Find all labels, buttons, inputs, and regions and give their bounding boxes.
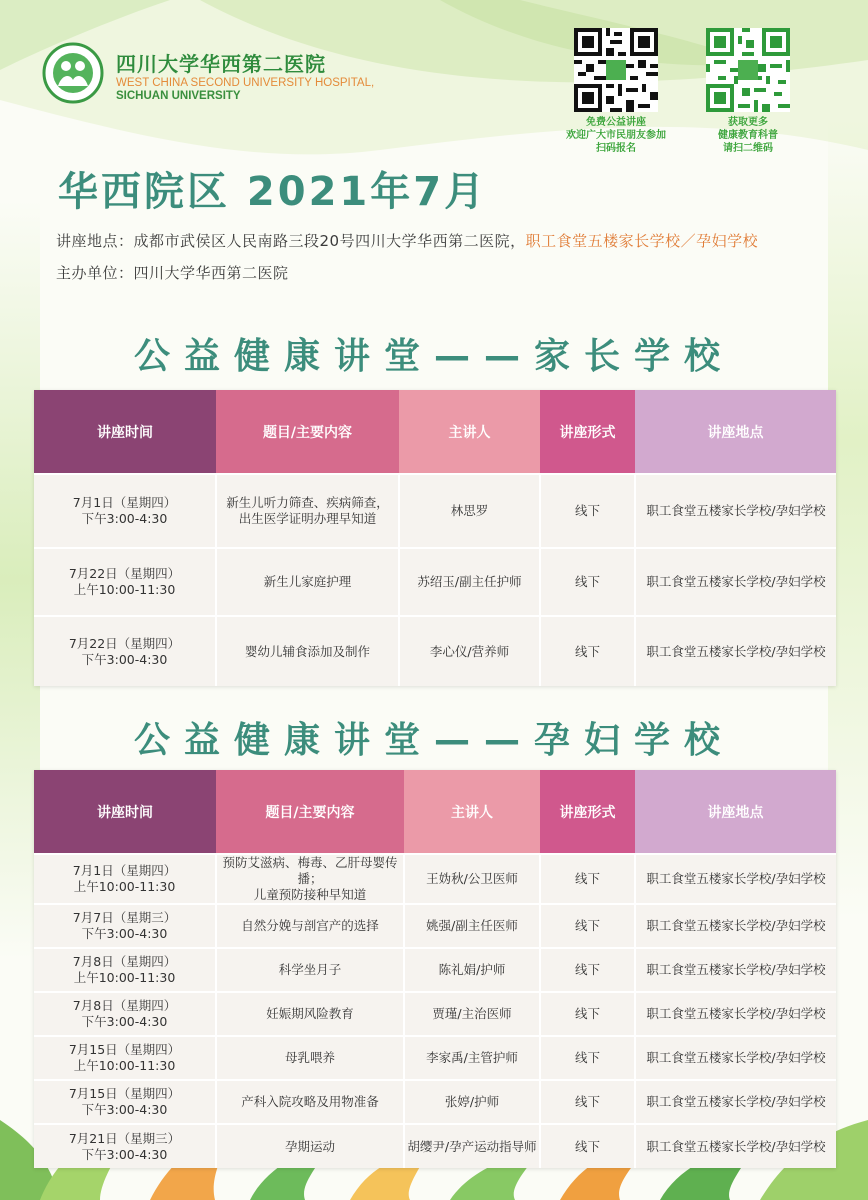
lecture-speaker: 苏绍玉/副主任护师 — [399, 548, 540, 616]
lecture-date: 7月8日（星期四） — [72, 954, 177, 969]
lecture-hours: 下午3:00-4:30 — [81, 1146, 168, 1162]
lecture-mode: 线下 — [540, 548, 635, 616]
header-topic: 题目/主要内容 — [216, 390, 399, 474]
table-row — [34, 948, 836, 992]
pregnancy-school-title: 公益健康讲堂——孕妇学校 — [133, 720, 734, 761]
lecture-topic: 孕期运动 — [216, 1124, 404, 1168]
lecture-hours: 上午10:00-11:30 — [73, 582, 176, 597]
lecture-speaker: 贾瑾/主治医师 — [404, 992, 540, 1036]
hospital-logo — [42, 42, 104, 104]
lecture-place: 职工食堂五楼家长学校/孕妇学校 — [635, 474, 836, 548]
lecture-time — [34, 904, 216, 948]
lecture-time — [34, 1124, 216, 1168]
lecture-time — [34, 992, 216, 1036]
lecture-time — [34, 616, 216, 686]
header-place: 讲座地点 — [635, 390, 836, 474]
table-row — [34, 1080, 836, 1124]
location-text: 成都市武侯区人民南路三段20号四川大学华西第二医院， — [133, 232, 526, 250]
lecture-place: 职工食堂五楼家长学校/孕妇学校 — [635, 1080, 836, 1124]
signup-qr-caption-3: 扫码报名 — [596, 143, 636, 154]
page-title: 华西院区 2021年7月 — [58, 169, 488, 215]
lecture-mode: 线下 — [540, 1036, 635, 1080]
hospital-name-cn: 四川大学华西第二医院 — [116, 52, 326, 76]
lecture-topic-line-1: 预防艾滋病、梅毒、乙肝母婴传播； — [222, 855, 398, 886]
lecture-mode: 线下 — [540, 854, 635, 904]
lecture-mode: 线下 — [540, 1124, 635, 1168]
lecture-place: 职工食堂五楼家长学校/孕妇学校 — [635, 548, 836, 616]
lecture-topic — [216, 474, 399, 548]
lecture-topic: 科学坐月子 — [216, 948, 404, 992]
table-row — [34, 1124, 836, 1168]
table-row — [34, 854, 836, 904]
parent-school-title: 公益健康讲堂——家长学校 — [133, 336, 734, 377]
lecture-topic-line-2: 儿童预防接种早知道 — [253, 887, 367, 902]
lecture-hours: 下午3:00-4:30 — [81, 651, 168, 667]
hospital-name-en-2: SICHUAN UNIVERSITY — [116, 90, 241, 102]
lecture-mode: 线下 — [540, 616, 635, 686]
table-row — [34, 904, 836, 948]
location-line — [56, 230, 758, 251]
header-time: 讲座时间 — [34, 390, 216, 474]
education-qr-code[interactable] — [706, 28, 790, 112]
organizer-line — [56, 262, 289, 283]
lecture-place: 职工食堂五楼家长学校/孕妇学校 — [635, 904, 836, 948]
lecture-topic-line-1: 新生儿听力筛查、疾病筛查， — [226, 495, 389, 510]
hospital-name — [116, 48, 374, 103]
lecture-topic: 妊娠期风险教育 — [216, 992, 404, 1036]
hospital-name-en: WEST CHINA SECOND UNIVERSITY HOSPITAL, — [116, 77, 375, 89]
table-row — [34, 616, 836, 686]
lecture-hours: 下午3:00-4:30 — [81, 1102, 168, 1117]
lecture-mode: 线下 — [540, 474, 635, 548]
table-header-row — [34, 390, 836, 474]
lecture-hours: 下午3:00-4:30 — [81, 511, 168, 526]
table-row — [34, 548, 836, 616]
lecture-time — [34, 548, 216, 616]
pregnancy-school-table — [34, 770, 836, 1168]
lecture-date: 7月1日（星期四） — [72, 495, 177, 510]
signup-qr-caption — [546, 116, 686, 155]
lecture-date: 7月22日（星期四） — [68, 635, 181, 651]
lecture-topic: 产科入院攻略及用物准备 — [216, 1080, 404, 1124]
lecture-topic-line-2: 出生医学证明办理早知道 — [238, 511, 377, 526]
lecture-date: 7月15日（星期四） — [68, 1042, 181, 1057]
education-qr-caption — [678, 116, 818, 155]
lecture-time — [34, 1036, 216, 1080]
lecture-topic: 婴幼儿辅食添加及制作 — [216, 616, 399, 686]
lecture-topic: 新生儿家庭护理 — [216, 548, 399, 616]
header-mode: 讲座形式 — [540, 770, 635, 854]
organizer-label: 主办单位： — [56, 264, 134, 282]
lecture-hours: 下午3:00-4:30 — [81, 1014, 168, 1029]
lecture-date: 7月7日（星期三） — [72, 910, 177, 925]
lecture-speaker: 陈礼娟/护师 — [404, 948, 540, 992]
lecture-time — [34, 474, 216, 548]
lecture-hours: 上午10:00-11:30 — [73, 970, 176, 985]
lecture-place: 职工食堂五楼家长学校/孕妇学校 — [635, 1036, 836, 1080]
lecture-mode: 线下 — [540, 948, 635, 992]
education-qr-caption-1: 获取更多 — [728, 117, 768, 128]
lecture-date: 7月15日（星期四） — [68, 1086, 181, 1101]
lecture-topic: 自然分娩与剖宫产的选择 — [216, 904, 404, 948]
parent-school-table — [34, 390, 836, 686]
lecture-place: 职工食堂五楼家长学校/孕妇学校 — [635, 992, 836, 1036]
header-place: 讲座地点 — [635, 770, 836, 854]
lecture-place: 职工食堂五楼家长学校/孕妇学校 — [635, 1124, 836, 1168]
lecture-date: 7月1日（星期四） — [72, 863, 177, 878]
location-label: 讲座地点： — [56, 232, 134, 250]
location-highlight: 职工食堂五楼家长学校／孕妇学校 — [525, 232, 759, 250]
organizer-text: 四川大学华西第二医院 — [133, 264, 289, 282]
lecture-topic — [216, 854, 404, 904]
lecture-speaker: 姚强/副主任医师 — [404, 904, 540, 948]
lecture-hours: 上午10:00-11:30 — [73, 879, 176, 894]
lecture-place: 职工食堂五楼家长学校/孕妇学校 — [635, 854, 836, 904]
lecture-speaker: 王妫秋/公卫医师 — [404, 854, 540, 904]
header-mode: 讲座形式 — [540, 390, 635, 474]
lecture-place: 职工食堂五楼家长学校/孕妇学校 — [635, 948, 836, 992]
header-time: 讲座时间 — [34, 770, 216, 854]
lecture-speaker: 林思罗 — [399, 474, 540, 548]
lecture-date: 7月8日（星期四） — [72, 998, 177, 1013]
lecture-speaker: 张婷/护师 — [404, 1080, 540, 1124]
lecture-date: 7月22日（星期四） — [68, 566, 181, 581]
lecture-speaker: 李家禹/主管护师 — [404, 1036, 540, 1080]
table-row — [34, 992, 836, 1036]
lecture-time — [34, 948, 216, 992]
header-topic: 题目/主要内容 — [216, 770, 404, 854]
education-qr-caption-2: 健康教育科普 — [718, 130, 778, 141]
lecture-mode: 线下 — [540, 904, 635, 948]
header-speaker: 主讲人 — [399, 390, 540, 474]
lecture-topic: 母乳喂养 — [216, 1036, 404, 1080]
table-header-row — [34, 770, 836, 854]
education-qr-caption-3: 请扫二维码 — [723, 143, 773, 154]
lecture-mode: 线下 — [540, 1080, 635, 1124]
lecture-speaker: 胡缨尹/孕产运动指导师 — [404, 1124, 540, 1168]
lecture-mode: 线下 — [540, 992, 635, 1036]
signup-qr-caption-2: 欢迎广大市民朋友参加 — [566, 130, 666, 141]
header-speaker: 主讲人 — [404, 770, 540, 854]
signup-qr-code[interactable] — [574, 28, 658, 112]
lecture-hours: 上午10:00-11:30 — [73, 1058, 176, 1073]
lecture-time — [34, 1080, 216, 1124]
lecture-date: 7月21日（星期三） — [68, 1130, 181, 1146]
table-row — [34, 474, 836, 548]
table-row — [34, 1036, 836, 1080]
lecture-time — [34, 854, 216, 904]
signup-qr-caption-1: 免费公益讲座 — [586, 117, 646, 128]
lecture-hours: 下午3:00-4:30 — [81, 926, 168, 941]
lecture-speaker: 李心仪/营养师 — [399, 616, 540, 686]
lecture-place: 职工食堂五楼家长学校/孕妇学校 — [635, 616, 836, 686]
